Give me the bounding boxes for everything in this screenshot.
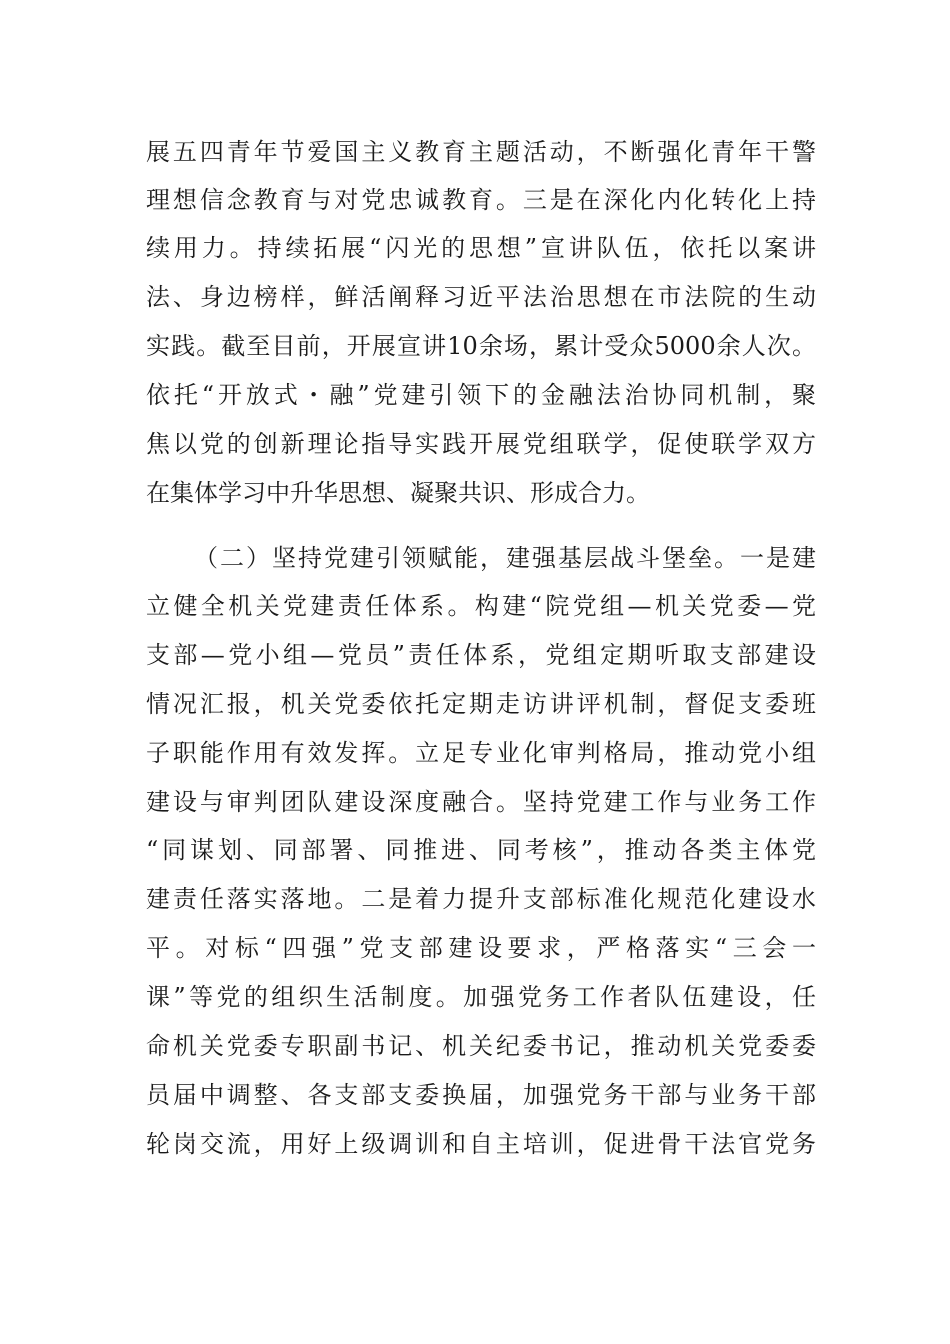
- text-line: 展五四青年节爱国主义教育主题活动，不断强化青年干警: [146, 138, 816, 166]
- text-line: 命机关党委专职副书记、机关纪委书记，推动机关党委委: [146, 1032, 816, 1060]
- text-line: 立健全机关党建责任体系。构建“院党组—机关党委—党: [146, 592, 816, 620]
- paragraph-heading-line: （二）坚持党建引领赋能，建强基层战斗堡垒。一是建: [194, 544, 816, 572]
- text-line: 支部—党小组—党员”责任体系，党组定期听取支部建设: [146, 641, 816, 669]
- text-line: “同谋划、同部署、同推进、同考核”，推动各类主体党: [146, 836, 816, 864]
- text-line: 平。对标“四强”党支部建设要求，严格落实“三会一: [146, 934, 816, 962]
- text-line: 课”等党的组织生活制度。加强党务工作者队伍建设，任: [146, 983, 816, 1011]
- text-line: 依托“开放式・融”党建引领下的金融法治协同机制，聚: [146, 381, 816, 409]
- text-line: 建责任落实落地。二是着力提升支部标准化规范化建设水: [146, 885, 816, 913]
- text-line: 员届中调整、各支部支委换届，加强党务干部与业务干部: [146, 1081, 816, 1109]
- text-line: 轮岗交流，用好上级调训和自主培训，促进骨干法官党务: [146, 1130, 816, 1158]
- text-line: 情况汇报，机关党委依托定期走访讲评机制，督促支委班: [146, 690, 816, 718]
- text-line: 法、身边榜样，鲜活阐释习近平法治思想在市法院的生动: [146, 283, 816, 311]
- text-line: 焦以党的创新理论指导实践开展党组联学，促使联学双方: [146, 430, 816, 458]
- text-line: 实践。截至目前，开展宣讲10余场，累计受众5000余人次。: [146, 332, 816, 360]
- text-line: 子职能作用有效发挥。立足专业化审判格局，推动党小组: [146, 739, 816, 767]
- text-line: 在集体学习中升华思想、凝聚共识、形成合力。: [146, 479, 650, 507]
- text-line: 理想信念教育与对党忠诚教育。三是在深化内化转化上持: [146, 186, 816, 214]
- text-line: 建设与审判团队建设深度融合。坚持党建工作与业务工作: [146, 788, 816, 816]
- text-line: 续用力。持续拓展“闪光的思想”宣讲队伍，依托以案讲: [146, 234, 816, 262]
